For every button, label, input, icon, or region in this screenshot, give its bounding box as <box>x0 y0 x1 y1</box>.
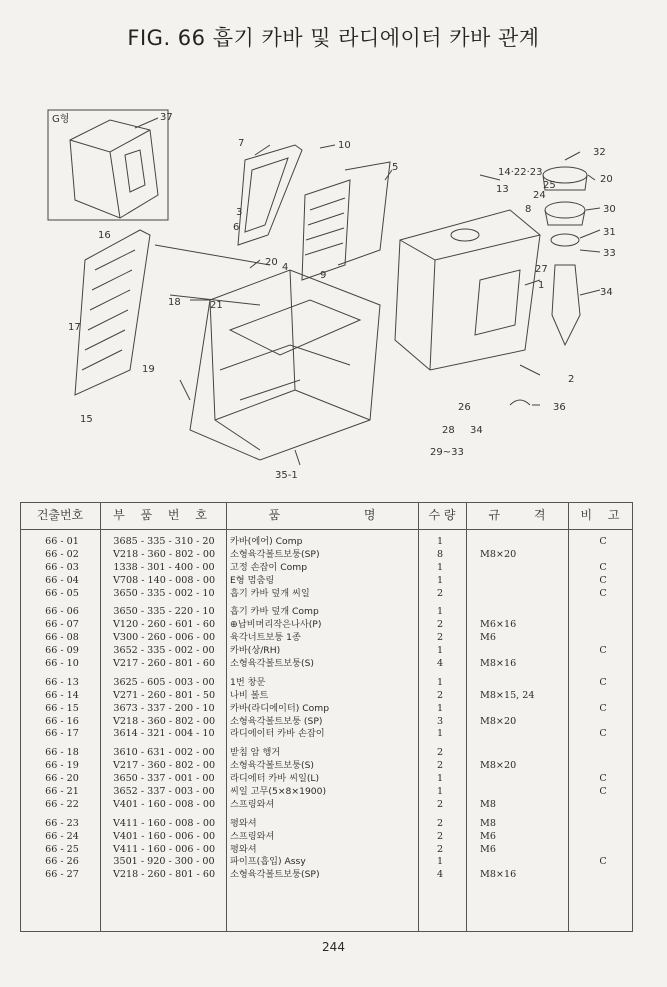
cell-part: 3501 - 920 - 300 - 00 <box>113 856 215 868</box>
cell-no: 66 - 23 <box>45 817 79 829</box>
cell-qty: 2 <box>436 830 444 842</box>
table-row <box>20 588 633 601</box>
cell-part: 3673 - 337 - 200 - 10 <box>113 702 215 714</box>
table-row <box>20 831 633 844</box>
cell-note: C <box>599 645 607 657</box>
callout: 3 <box>236 207 243 218</box>
cell-spec: M8 <box>480 798 496 810</box>
cell-no: 66 - 09 <box>45 645 79 657</box>
cell-name: 받침 암 행거 <box>230 747 281 759</box>
table-row <box>20 786 633 799</box>
cell-qty: 2 <box>436 632 444 644</box>
callout: 36 <box>553 402 566 413</box>
cell-note: C <box>599 587 607 599</box>
callout: 2 <box>568 374 575 385</box>
cell-part: V401 - 160 - 008 - 00 <box>112 798 216 810</box>
cell-note: C <box>599 574 607 586</box>
cell-name: E형 멈춤링 <box>230 574 275 586</box>
cell-name: 나비 볼트 <box>230 689 269 701</box>
callout: 9 <box>320 270 327 281</box>
table-row <box>20 658 633 671</box>
cell-name: 파이프(흡입) Assy <box>230 856 306 868</box>
cell-part: V218 - 360 - 802 - 00 <box>112 548 216 560</box>
cell-no: 66 - 10 <box>45 658 79 670</box>
callout: 32 <box>593 147 606 158</box>
cell-part: 3652 - 335 - 002 - 00 <box>113 645 215 657</box>
cell-no: 66 - 04 <box>45 574 79 586</box>
cell-no: 66 - 19 <box>45 760 79 772</box>
callout: 20 <box>265 257 278 268</box>
cell-name: 고정 손잡이 Comp <box>230 561 308 573</box>
cell-name: 소형육각볼트보퉁(SP) <box>230 869 320 881</box>
cell-qty: 4 <box>436 869 444 881</box>
cell-part: V300 - 260 - 006 - 00 <box>112 632 216 644</box>
cell-part: 3650 - 335 - 220 - 10 <box>113 606 215 618</box>
cell-no: 66 - 24 <box>45 830 79 842</box>
cell-part: V217 - 260 - 801 - 60 <box>112 658 216 670</box>
table-row <box>20 562 633 575</box>
cell-part: 3614 - 321 - 004 - 10 <box>113 728 215 740</box>
cell-qty: 4 <box>436 658 444 670</box>
table-row <box>20 716 633 729</box>
callout: 7 <box>238 138 245 149</box>
cell-qty: 1 <box>436 645 444 657</box>
table-row <box>20 645 633 658</box>
cell-spec: M8×20 <box>480 715 517 727</box>
cell-no: 66 - 08 <box>45 632 79 644</box>
cell-name: 카바(에어) Comp <box>230 536 303 547</box>
cell-part: 3650 - 337 - 001 - 00 <box>113 773 215 785</box>
callout: 21 <box>210 300 223 311</box>
callout: 18 <box>168 297 181 308</box>
cell-qty: 1 <box>436 561 444 573</box>
cell-name: 흡기 카바 덮개 Comp <box>230 606 319 618</box>
cell-no: 66 - 13 <box>45 676 79 688</box>
table-row <box>20 869 633 882</box>
cell-name: 육각너트보퉁 1종 <box>230 632 301 644</box>
cell-no: 66 - 02 <box>45 548 79 560</box>
cell-qty: 1 <box>436 702 444 714</box>
cell-note: C <box>599 773 607 785</box>
callout: 37 <box>160 112 173 123</box>
callout: 34 <box>470 425 483 436</box>
cell-qty: 2 <box>436 619 444 631</box>
cell-name: 1번 창문 <box>230 676 266 688</box>
callout: 29~33 <box>430 447 464 458</box>
callout: 6 <box>233 222 240 233</box>
cell-part: 3685 - 335 - 310 - 20 <box>113 536 215 547</box>
cell-no: 66 - 17 <box>45 728 79 740</box>
cell-spec: M6 <box>480 632 496 644</box>
table-row <box>20 856 633 869</box>
table-row <box>20 844 633 857</box>
callout: 28 <box>442 425 455 436</box>
callout: 15 <box>80 414 93 425</box>
col-header-part: 부 품 번 호 <box>113 508 213 522</box>
table-body <box>20 536 633 882</box>
cell-qty: 2 <box>436 760 444 772</box>
cell-note: C <box>599 676 607 688</box>
cell-name: 카바(상/RH) <box>230 645 281 657</box>
cell-name: 소형육각볼트보퉁(S) <box>230 658 315 670</box>
table-row <box>20 677 633 690</box>
cell-no: 66 - 18 <box>45 747 79 759</box>
cell-part: V218 - 260 - 801 - 60 <box>112 869 216 881</box>
cell-qty: 2 <box>436 747 444 759</box>
cell-spec: M8×16 <box>480 869 517 881</box>
cell-qty: 1 <box>436 536 444 547</box>
cell-name: 소형육각볼트보퉁(SP) <box>230 548 320 560</box>
cell-qty: 1 <box>436 574 444 586</box>
cell-part: 3625 - 605 - 003 - 00 <box>113 676 215 688</box>
parts-table <box>20 502 633 932</box>
col-header-name: 품 명 <box>268 508 376 522</box>
cell-part: 3652 - 337 - 003 - 00 <box>113 786 215 798</box>
cell-name: 평와셔 <box>230 843 257 855</box>
cell-qty: 1 <box>436 676 444 688</box>
callout: 10 <box>338 140 351 151</box>
table-row <box>20 606 633 619</box>
cell-no: 66 - 06 <box>45 606 79 618</box>
page-number: 244 <box>322 940 345 954</box>
cell-part: V217 - 360 - 802 - 00 <box>112 760 216 772</box>
cell-part: V401 - 160 - 006 - 00 <box>112 830 216 842</box>
cell-no: 66 - 07 <box>45 619 79 631</box>
cell-name: 평와셔 <box>230 817 257 829</box>
col-header-qty: 수 량 <box>428 508 456 522</box>
page-title: FIG. 66 흡기 카바 및 라디에이터 카바 관계 <box>127 26 540 50</box>
variant-label: G형 <box>52 114 70 125</box>
callout: 31 <box>603 227 616 238</box>
table-row <box>20 575 633 588</box>
table-row <box>20 619 633 632</box>
callout: 14·22·23 <box>498 167 543 178</box>
cell-qty: 2 <box>436 798 444 810</box>
callout: 20 <box>600 174 613 185</box>
cell-name: 소형육각볼트보퉁(S) <box>230 760 315 772</box>
cell-no: 66 - 25 <box>45 843 79 855</box>
cell-name: 라디에터 카바 씨일(L) <box>230 773 320 785</box>
cell-spec: M8×20 <box>480 760 517 772</box>
callout: 33 <box>603 248 616 259</box>
cell-spec: M8×16 <box>480 658 517 670</box>
table-row <box>20 799 633 812</box>
cell-part: V218 - 360 - 802 - 00 <box>112 715 216 727</box>
callout: 13 <box>496 184 509 195</box>
cell-name: 스프링와셔 <box>230 830 275 842</box>
cell-no: 66 - 22 <box>45 798 79 810</box>
cell-qty: 1 <box>436 728 444 740</box>
table-row <box>20 760 633 773</box>
cell-qty: 2 <box>436 587 444 599</box>
cell-name: 카바(라디에이터) Comp <box>230 702 330 714</box>
cell-note: C <box>599 856 607 868</box>
cell-no: 66 - 21 <box>45 786 79 798</box>
col-header-note: 비 고 <box>580 508 620 522</box>
callout: 8 <box>525 204 532 215</box>
cell-qty: 2 <box>436 689 444 701</box>
cell-no: 66 - 14 <box>45 689 79 701</box>
callout: 30 <box>603 204 616 215</box>
cell-part: V411 - 160 - 008 - 00 <box>112 817 216 829</box>
callout: 25 <box>543 180 556 191</box>
callout: 1 <box>538 280 545 291</box>
cell-no: 66 - 16 <box>45 715 79 727</box>
cell-qty: 3 <box>436 715 444 727</box>
table-row <box>20 549 633 562</box>
cell-qty: 1 <box>436 606 444 618</box>
callout: 4 <box>282 262 289 273</box>
table-row <box>20 690 633 703</box>
cell-name: 흡기 카바 덮개 씨일 <box>230 587 310 599</box>
cell-note: C <box>599 728 607 740</box>
cell-part: 1338 - 301 - 400 - 00 <box>113 561 215 573</box>
table-row <box>20 632 633 645</box>
callout: 27 <box>535 264 548 275</box>
cell-spec: M6 <box>480 843 496 855</box>
cell-no: 66 - 03 <box>45 561 79 573</box>
cell-name: 스프링와셔 <box>230 798 275 810</box>
cell-no: 66 - 26 <box>45 856 79 868</box>
table-row <box>20 773 633 786</box>
callout: 5 <box>392 162 399 173</box>
cell-spec: M6×16 <box>480 619 517 631</box>
cell-qty: 2 <box>436 843 444 855</box>
cell-spec: M8 <box>480 817 496 829</box>
cell-no: 66 - 27 <box>45 869 79 881</box>
cell-name: ⊕납비머리작은나사(P) <box>230 619 322 631</box>
callout: 34 <box>600 287 613 298</box>
cell-part: V271 - 260 - 801 - 50 <box>112 689 216 701</box>
callout: 24 <box>533 190 546 201</box>
cell-note: C <box>599 561 607 573</box>
col-header-spec: 규 격 <box>488 508 546 522</box>
cell-note: C <box>599 536 607 547</box>
table-row <box>20 818 633 831</box>
cell-qty: 1 <box>436 773 444 785</box>
cell-no: 66 - 15 <box>45 702 79 714</box>
col-header-no: 건출번호 <box>36 508 84 522</box>
cell-qty: 2 <box>436 817 444 829</box>
cell-spec: M8×20 <box>480 548 517 560</box>
exploded-parts-diagram <box>40 100 640 490</box>
cell-part: V708 - 140 - 008 - 00 <box>112 574 216 586</box>
table-row <box>20 728 633 741</box>
cell-spec: M8×15, 24 <box>480 689 535 701</box>
cell-part: 3650 - 335 - 002 - 10 <box>113 587 215 599</box>
callout: 35-1 <box>275 470 298 481</box>
cell-no: 66 - 20 <box>45 773 79 785</box>
cell-name: 씨일 고무(5×8×1900) <box>230 786 327 798</box>
cell-qty: 8 <box>436 548 444 560</box>
callout: 19 <box>142 364 155 375</box>
cell-note: C <box>599 786 607 798</box>
cell-part: V120 - 260 - 601 - 60 <box>112 619 216 631</box>
callout: 16 <box>98 230 111 241</box>
callout: 26 <box>458 402 471 413</box>
callout: 17 <box>68 322 81 333</box>
cell-part: V411 - 160 - 006 - 00 <box>112 843 216 855</box>
cell-qty: 1 <box>436 786 444 798</box>
cell-spec: M6 <box>480 830 496 842</box>
cell-name: 소형육각볼트보퉁 (SP) <box>230 715 323 727</box>
table-row <box>20 747 633 760</box>
table-row <box>20 703 633 716</box>
cell-qty: 1 <box>436 856 444 868</box>
cell-note: C <box>599 702 607 714</box>
cell-no: 66 - 01 <box>45 536 79 547</box>
table-row <box>20 536 633 549</box>
cell-name: 라디에이터 카바 손잡이 <box>230 728 325 740</box>
cell-no: 66 - 05 <box>45 587 79 599</box>
cell-part: 3610 - 631 - 002 - 00 <box>113 747 215 759</box>
